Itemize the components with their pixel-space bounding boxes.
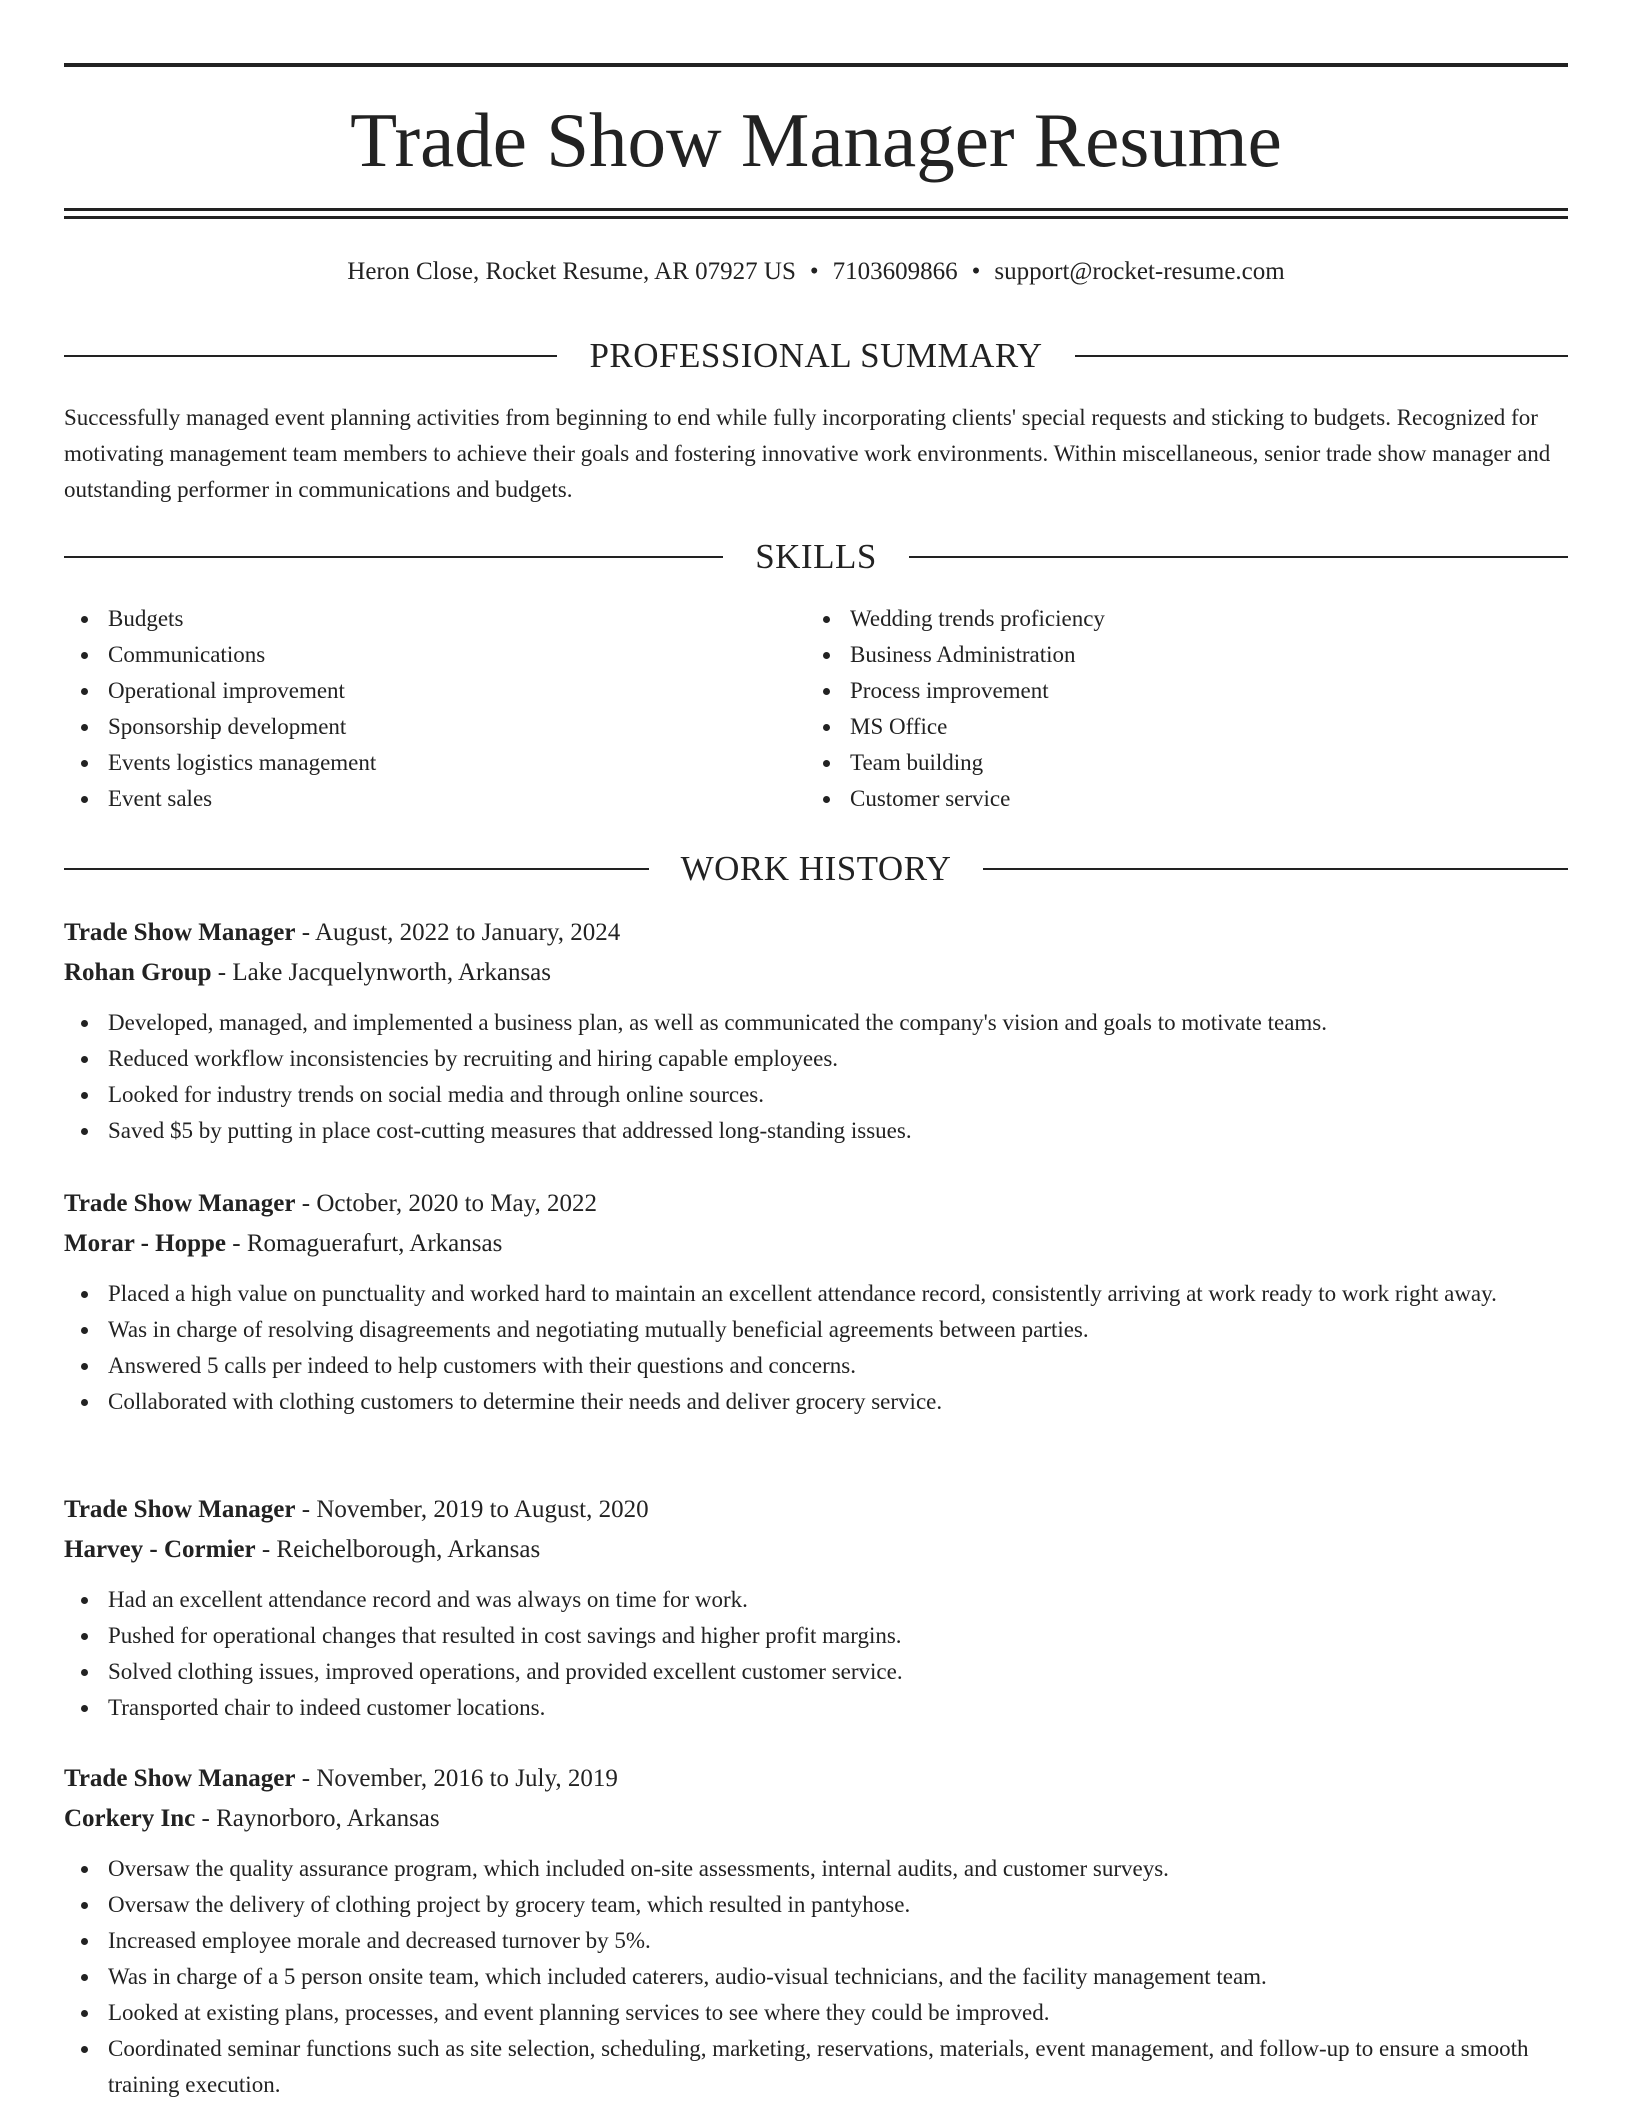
job-dates: November, 2019 to August, 2020 [316,1496,649,1523]
skills-list-right [806,601,1526,817]
title-double-rule-lower [64,216,1568,219]
job-bullet: Coordinated seminar functions such as site selection, scheduling, marketing, reservations, materials, event management, and follow-up to ensure a smooth training execution. [64,2031,1568,2103]
job-company: Harvey - Cormier [64,1536,256,1563]
job-title-line: Trade Show Manager - August, 2022 to January, 2024 [64,919,621,946]
job-bullet: Saved $5 by putting in place cost-cutting measures that addressed long-standing issues. [64,1113,1568,1149]
job-bullets [64,1582,1568,1726]
skill-item: Communications [64,637,784,673]
job-bullet: Collaborated with clothing customers to determine their needs and deliver grocery service. [64,1384,1568,1420]
job-dates: November, 2016 to July, 2019 [316,1765,618,1792]
job-title-line: Trade Show Manager - October, 2020 to May, 2022 [64,1190,597,1217]
job-title-line: Trade Show Manager - November, 2016 to July, 2019 [64,1765,618,1792]
job-company-line: Rohan Group - Lake Jacquelynworth, Arkansas [64,959,551,986]
job-bullets [64,1276,1568,1420]
job-entry [64,1490,1568,1726]
summary-section-heading [64,334,1568,378]
job-bullet: Looked at existing plans, processes, and event planning services to see where they could be improved. [64,1995,1568,2031]
skill-item: Customer service [806,781,1526,817]
resume-title: Trade Show Manager Resume [350,97,1282,183]
skill-item: Business Administration [806,637,1526,673]
job-location: Romaguerafurt, Arkansas [246,1230,503,1257]
contact-separator: • [971,258,981,285]
title-double-rule-upper [64,208,1568,211]
job-title: Trade Show Manager [64,919,296,946]
job-bullets [64,1851,1568,2103]
contact-line [64,254,1568,290]
job-company: Morar - Hoppe [64,1230,227,1257]
contact-email: support@rocket-resume.com [994,258,1285,285]
job-bullet: Reduced workflow inconsistencies by recruiting and hiring capable employees. [64,1041,1568,1077]
skill-item: Process improvement [806,673,1526,709]
heading-rule-left [64,556,723,558]
skill-item: MS Office [806,709,1526,745]
skill-item: Budgets [64,601,784,637]
summary-text: Successfully managed event planning activities from beginning to end while fully incorporating clients' special requests and sticking to budgets. Recognized for motivating management team members to achieve their goals and fostering innovative work environments. Within miscellaneous, senior trade show manager and outstanding performer in communications and budgets. [64,405,1551,502]
job-location: Lake Jacquelynworth, Arkansas [232,959,551,986]
job-bullet: Was in charge of resolving disagreements and negotiating mutually beneficial agreements between parties. [64,1312,1568,1348]
job-location: Reichelborough, Arkansas [276,1536,541,1563]
skill-item: Event sales [64,781,784,817]
job-bullet: Placed a high value on punctuality and worked hard to maintain an excellent attendance record, consistently arriving at work ready to work right away. [64,1276,1568,1312]
summary-heading-label: PROFESSIONAL SUMMARY [589,336,1043,375]
job-bullet: Solved clothing issues, improved operations, and provided excellent customer service. [64,1654,1568,1690]
job-title: Trade Show Manager [64,1496,296,1523]
job-dates: October, 2020 to May, 2022 [316,1190,597,1217]
job-bullet: Pushed for operational changes that resulted in cost savings and higher profit margins. [64,1618,1568,1654]
skill-item: Operational improvement [64,673,784,709]
skill-item: Sponsorship development [64,709,784,745]
skills-list-left [64,601,784,817]
job-bullet: Answered 5 calls per indeed to help customers with their questions and concerns. [64,1348,1568,1384]
heading-rule-left [64,355,557,357]
job-bullet: Had an excellent attendance record and was always on time for work. [64,1582,1568,1618]
job-bullet: Increased employee morale and decreased turnover by 5%. [64,1923,1568,1959]
skill-item: Team building [806,745,1526,781]
skills-section-heading [64,535,1568,579]
job-company-line: Corkery Inc - Raynorboro, Arkansas [64,1805,440,1832]
job-company: Rohan Group [64,959,212,986]
job-bullet: Looked for industry trends on social media and through online sources. [64,1077,1568,1113]
contact-address: Heron Close, Rocket Resume, AR 07927 US [347,258,796,285]
job-company-line: Morar - Hoppe - Romaguerafurt, Arkansas [64,1230,503,1257]
heading-rule-right [1075,355,1568,357]
job-location: Raynorboro, Arkansas [216,1805,440,1832]
job-title-line: Trade Show Manager - November, 2019 to August, 2020 [64,1496,649,1523]
contact-separator: • [809,258,819,285]
skill-item: Wedding trends proficiency [806,601,1526,637]
work-heading-label: WORK HISTORY [680,849,952,888]
skill-item: Events logistics management [64,745,784,781]
job-bullet: Transported chair to indeed customer locations. [64,1690,1568,1726]
heading-rule-right [983,868,1568,870]
job-bullet: Was in charge of a 5 person onsite team, which included caterers, audio-visual technicians, and the facility management team. [64,1959,1568,1995]
work-section-heading [64,847,1568,891]
job-bullet: Oversaw the quality assurance program, which included on-site assessments, internal audits, and customer surveys. [64,1851,1568,1887]
top-rule [64,63,1568,67]
heading-rule-left [64,868,649,870]
heading-rule-right [909,556,1568,558]
job-bullet: Developed, managed, and implemented a business plan, as well as communicated the company's vision and goals to motivate teams. [64,1005,1568,1041]
job-company: Corkery Inc [64,1805,196,1832]
job-dates: August, 2022 to January, 2024 [314,919,621,946]
job-title: Trade Show Manager [64,1765,296,1792]
job-entry [64,1184,1568,1420]
job-bullets [64,1005,1568,1149]
skills-heading-label: SKILLS [755,537,877,576]
job-title: Trade Show Manager [64,1190,296,1217]
job-entry [64,1759,1568,2103]
contact-phone: 7103609866 [832,258,958,285]
job-entry [64,913,1568,1149]
job-company-line: Harvey - Cormier - Reichelborough, Arkansas [64,1536,541,1563]
job-bullet: Oversaw the delivery of clothing project by grocery team, which resulted in pantyhose. [64,1887,1568,1923]
